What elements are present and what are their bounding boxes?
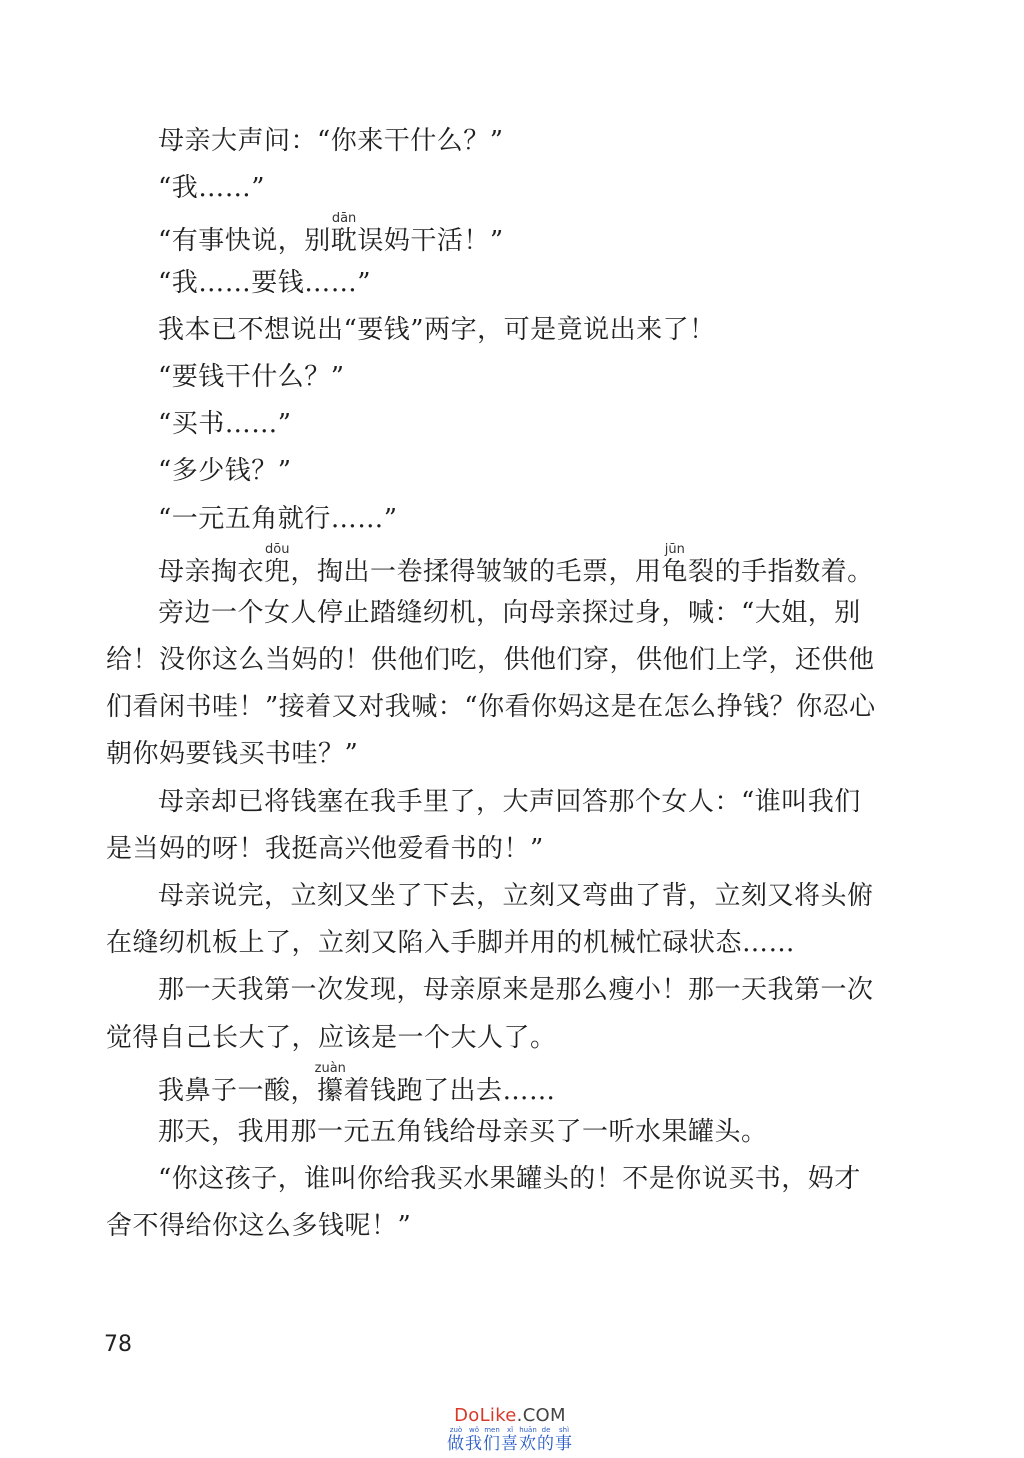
text-line: 那天，我用那一元五角钱给母亲买了一听水果罐头。 <box>158 1116 768 1147</box>
slogan-character: 事shì <box>555 1426 573 1454</box>
annotated-character: 耽dān <box>330 211 358 257</box>
text-line: 那一天我第一次发现，母亲原来是那么瘦小！那一天我第一次 <box>158 975 874 1006</box>
page-number: 78 <box>104 1332 132 1357</box>
slogan-character: 喜xǐ <box>501 1426 519 1454</box>
text-line: 觉得自己长大了，应该是一个大人了。 <box>106 1022 557 1053</box>
pinyin-annotation: zuàn <box>314 1060 346 1076</box>
text-line: 旁边一个女人停止踏缝纫机，向母亲探过身，喊：“大姐，别 <box>158 597 861 628</box>
text-line: “多少钱？” <box>158 456 292 487</box>
text-line: 母亲掏衣兜dōu，掏出一卷揉得皱皱的毛票，用龟jūn裂的手指数着。 <box>158 541 874 587</box>
slogan-character: 做zuò <box>447 1426 465 1454</box>
text-line: 我本已不想说出“要钱”两字，可是竟说出来了！ <box>158 314 716 345</box>
annotated-character: 兜dōu <box>264 541 291 587</box>
text-line: 母亲说完，立刻又坐了下去，立刻又弯曲了背，立刻又将头俯 <box>158 881 874 911</box>
text-line: 母亲却已将钱塞在我手里了，大声回答那个女人：“谁叫我们 <box>158 786 861 817</box>
slogan-character: 我wǒ <box>465 1426 483 1454</box>
text-line: “我……” <box>158 173 266 204</box>
annotated-character: 攥zuàn <box>314 1060 346 1106</box>
text-line: “要钱干什么？” <box>158 361 345 392</box>
pinyin-annotation: dān <box>330 211 358 227</box>
dolike-watermark <box>410 1405 610 1454</box>
slogan-character: 的de <box>537 1426 555 1454</box>
slogan-character: 欢huān <box>519 1426 537 1454</box>
text-line: 我鼻子一酸，攥zuàn着钱跑了出去…… <box>158 1060 556 1106</box>
annotated-character: 龟jūn <box>661 541 689 587</box>
watermark-logo-main: DoLike <box>454 1405 517 1426</box>
text-line: 们看闲书哇！”接着又对我喊：“你看你妈这是在怎么挣钱？你忍心 <box>106 692 876 723</box>
pinyin-annotation: jūn <box>661 541 689 557</box>
text-line: 是当妈的呀！我挺高兴他爱看书的！” <box>106 833 544 864</box>
text-line: 朝你妈要钱买书哇？” <box>106 739 359 770</box>
text-line: “一元五角就行……” <box>158 503 398 534</box>
watermark-logo-suffix: .COM <box>516 1405 566 1426</box>
text-line: “你这孩子，谁叫你给我买水果罐头的！不是你说买书，妈才 <box>158 1164 861 1195</box>
story-text <box>106 118 896 1251</box>
watermark-slogan <box>410 1426 610 1454</box>
watermark-logo <box>410 1405 610 1426</box>
text-line: 给！没你这么当妈的！供他们吃，供他们穿，供他们上学，还供他 <box>106 645 875 676</box>
text-line: 在缝纫机板上了，立刻又陷入手脚并用的机械忙碌状态…… <box>106 928 796 959</box>
pinyin-annotation: dōu <box>264 541 291 557</box>
text-line: 舍不得给你这么多钱呢！” <box>106 1211 412 1242</box>
text-line: 母亲大声问：“你来干什么？” <box>158 126 504 156</box>
slogan-character: 们men <box>483 1426 501 1454</box>
text-line: “有事快说，别耽dān误妈干活！” <box>158 211 504 257</box>
text-line: “买书……” <box>158 409 292 440</box>
text-line: “我……要钱……” <box>158 267 372 298</box>
